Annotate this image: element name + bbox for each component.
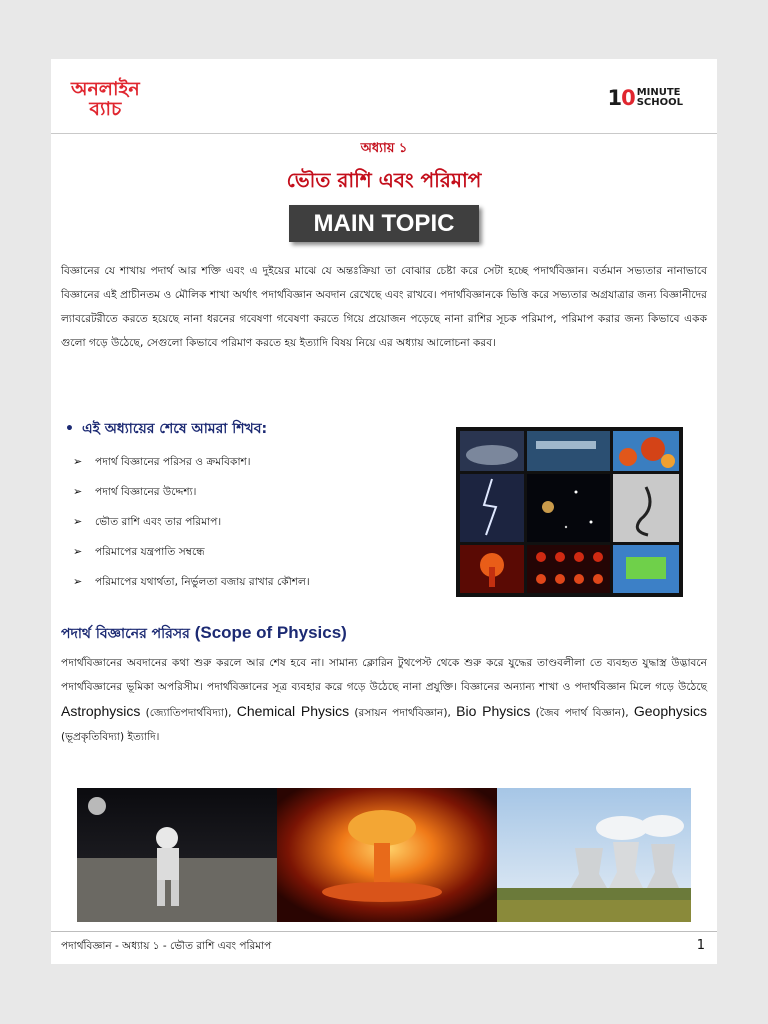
intro-paragraph: বিজ্ঞানের যে শাখায় পদার্থ আর শক্তি এবং এ দুইয়ের মাঝে যে অন্তঃক্রিয়া তা বোঝার চেষ্টা করে সেটা হচ্ছে পদার্থবিজ্ঞান। বর্তমান সভ্যতার নানাভাবে বিজ্ঞানের এই প্রাচীনতম ও মৌলিক শাখা অর্থাৎ পদার্থবিজ্ঞান অবদান রেখেছে এবং রাখবে। পদার্থবিজ্ঞানকে ভিত্তি করে সভ্যতার অগ্রযাত্রার জন্য বিজ্ঞানীদের ল্যাবরেটরীতে করতে হয়েছে নানা ধরনের গবেষণা গবেষণা করতে গিয়ে প্রয়োজন পড়েছে নানা রাশির সূচক পরিমাপ, পরিমাপ করার জন্য কিভাবে একক গুলো গড়ে উঠেছে, সেগুলো কিভাবে পরিমাণ করতে হয় ইত্যাদি বিষয় নিয়ে এর অধ্যায় আলোচনা করব। [61, 265, 707, 349]
arrow-bullet-icon: ➢ [73, 485, 83, 498]
header-divider [51, 133, 717, 134]
list-item: ➢ পরিমাপের যথার্থতা, নির্ভুলতা বজায় রাখার কৌশল। [73, 575, 310, 588]
logo-line1: অনলাইন [71, 78, 140, 100]
logo-words: MINUTE SCHOOL [636, 87, 683, 108]
bullet-icon: • [65, 421, 74, 437]
arrow-bullet-icon: ➢ [73, 545, 83, 558]
list-item: ➢ পদার্থ বিজ্ঞানের উদ্দেশ্য। [73, 485, 197, 498]
list-item: ➢ পদার্থ বিজ্ঞানের পরিসর ও ক্রমবিকাশ। [73, 455, 251, 468]
ten-minute-school-logo [607, 86, 683, 110]
arrow-bullet-icon: ➢ [73, 455, 83, 468]
scope-paragraph: পদার্থবিজ্ঞানের অবদানের কথা শুরু করলে আর শেষ হবে না। সামান্য ক্লোরিন টুথপেস্ট থেকে শুরু করে যুদ্ধের তাণ্ডবলীলা তে ব্যবহৃত যুদ্ধাস্ত্র উদ্ভাবনে পদার্থবিজ্ঞানের ভূমিকা অপরিসীম। পদার্থবিজ্ঞানের সূত্র ব্যবহার করে গড়ে উঠেছে নানা প্রযুক্তি। বিজ্ঞানের অন্যান্য শাখা ও পদার্থবিজ্ঞান মিলে গড়ে উঠেছে Astrophysics (জ্যোতিপদার্থবিদ্যা), Chemical Physics (রসায়ন পদার্থবিজ্ঞান), Bio Physics (জৈব পদার্থ বিজ্ঞান), Geophysics (ভূপ্রকৃতিবিদ্যা) ইত্যাদি। [61, 657, 708, 743]
list-item: ➢ ভৌত রাশি এবং তার পরিমাপ। [73, 515, 222, 528]
logo-line2: ব্যাচ [89, 98, 122, 120]
physics-photo-strip [77, 788, 691, 922]
arrow-bullet-icon: ➢ [73, 575, 83, 588]
scope-heading: পদার্থ বিজ্ঞানের পরিসর (Scope of Physics) [61, 623, 347, 642]
footer-text: পদার্থবিজ্ঞান - অধ্যায় ১ - ভৌত রাশি এবং পরিমাপ [61, 940, 272, 952]
footer-divider [51, 931, 717, 932]
objectives-list [73, 455, 310, 605]
page-number: 1 [696, 938, 705, 953]
physics-collage-image [456, 427, 683, 597]
objectives-heading: • এই অধ্যায়ের শেষে আমরা শিখব: [65, 421, 268, 437]
arrow-bullet-icon: ➢ [73, 515, 83, 528]
main-topic-badge: MAIN TOPIC [289, 205, 479, 242]
chapter-label: অধ্যায় ১ [360, 141, 408, 156]
online-batch-logo [71, 79, 140, 119]
document-page [51, 59, 717, 964]
list-item: ➢ পরিমাপের যন্ত্রপাতি সম্বন্ধে [73, 545, 205, 558]
logo-number: 10 [607, 86, 635, 110]
page-title: ভৌত রাশি এবং পরিমাপ [286, 168, 482, 192]
